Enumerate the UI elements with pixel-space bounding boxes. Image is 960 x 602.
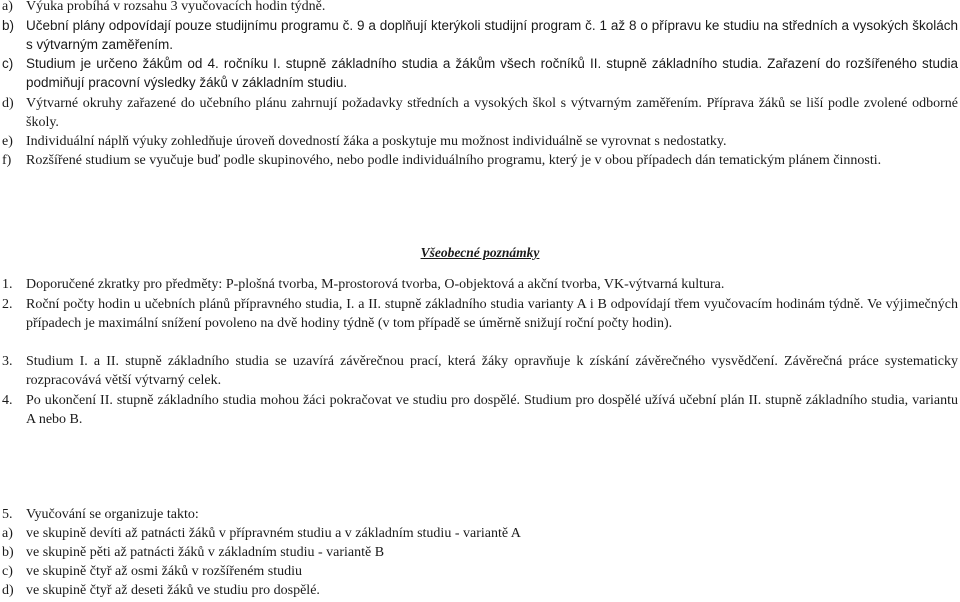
list-item-text: Rozšířené studium se vyučuje buď podle skupinového, nebo podle individuálního programu, který je v obou případech dán tematickým plánem činnosti.	[26, 153, 882, 168]
list-item-text: ve skupině čtyř až osmi žáků v rozšířeném studiu	[26, 564, 303, 579]
list-marker: 5.	[2, 507, 13, 522]
list-marker: a)	[2, 0, 13, 14]
list-marker: 2.	[2, 297, 13, 312]
list-item-text: Roční počty hodin u učebních plánů přípravného studia, I. a II. stupně základního studia varianty A i B odpovídají třem vyučovacím hodinám týdně. Ve výjimečných případech je maximální snížení povoleno na dvě hodiny týdně (v tom případě se úměrně snižují roční počty hodin).	[26, 297, 958, 331]
list-item-text: Po ukončení II. stupně základního studia mohou žáci pokračovat ve studiu pro dospělé. Studium pro dospělé užívá učební plán II. stupně základního studia, variantu A nebo B.	[26, 393, 958, 427]
note-item-2	[2, 296, 958, 333]
list-item-text: ve skupině devíti až patnácti žáků v přípravném studiu a v základním studiu - variantě A	[26, 526, 521, 541]
list-item-text: Výuka probíhá v rozsahu 3 vyučovacích hodin týdně.	[26, 0, 326, 14]
list-marker: c)	[2, 564, 13, 579]
sub-item-d	[2, 582, 958, 601]
list-marker: e)	[2, 134, 13, 149]
list-item-text: Doporučené zkratky pro předměty: P-plošná tvorba, M-prostorová tvorba, O-objektová a akční tvorba, VK-výtvarná kultura.	[26, 277, 725, 292]
notes-heading-text: Všeobecné poznámky	[420, 245, 540, 260]
list-item-text: Vyučování se organizuje takto:	[26, 507, 199, 522]
sub-item-b	[2, 544, 958, 563]
list-item-f	[2, 152, 958, 171]
note-item-3	[2, 353, 958, 390]
notes-heading	[0, 244, 960, 264]
list-marker: 1.	[2, 277, 13, 292]
list-marker: f)	[2, 153, 12, 168]
list-item-d	[2, 95, 958, 132]
list-item-text: Studium je určeno žákům od 4. ročníku I. stupně základního studia a žákům všech ročníků II. stupně základního studia. Zařazení do rozšířeného studia podmiňují pracovní výsledky žáků v základním studiu.	[26, 56, 958, 90]
list-item-text: Studium I. a II. stupně základního studia se uzavírá závěrečnou prací, která žáky opravňuje k získání závěrečného vysvědčení. Závěrečná práce systematicky rozpracovává větší výtvarný celek.	[26, 354, 958, 388]
list-item-b	[2, 17, 958, 54]
list-item-text: Učební plány odpovídají pouze studijnímu programu č. 9 a doplňují kterýkoli studijní program č. 1 až 8 o přípravu ke studiu na středních a vysokých školách s výtvarným zaměřením.	[26, 18, 958, 52]
note-item-5	[2, 506, 958, 525]
list-item-a	[2, 0, 958, 17]
list-item-text: ve skupině pěti až patnácti žáků v základním studiu - variantě B	[26, 545, 385, 560]
list-item-text: Individuální náplň výuky zohledňuje úroveň dovedností žáka a poskytuje mu možnost individuálně se vyrovnat s nedostatky.	[26, 134, 727, 149]
list-marker: c)	[2, 56, 14, 71]
list-marker: d)	[2, 583, 14, 598]
list-item-c	[2, 55, 958, 92]
list-marker: b)	[2, 18, 15, 33]
list-marker: 4.	[2, 393, 13, 408]
note-item-1	[2, 276, 958, 295]
list-marker: d)	[2, 96, 14, 111]
sub-item-c	[2, 563, 958, 582]
list-marker: 3.	[2, 354, 13, 369]
note-item-4	[2, 392, 958, 429]
sub-item-a	[2, 525, 958, 544]
list-item-text: ve skupině čtyř až deseti žáků ve studiu pro dospělé.	[26, 583, 320, 598]
list-marker: b)	[2, 545, 14, 560]
list-marker: a)	[2, 526, 13, 541]
list-item-e	[2, 133, 958, 152]
list-item-text: Výtvarné okruhy zařazené do učebního plánu zahrnují požadavky středních a vysokých škol s výtvarným zaměřením. Příprava žáků se liší podle zvolené odborné školy.	[26, 96, 958, 130]
